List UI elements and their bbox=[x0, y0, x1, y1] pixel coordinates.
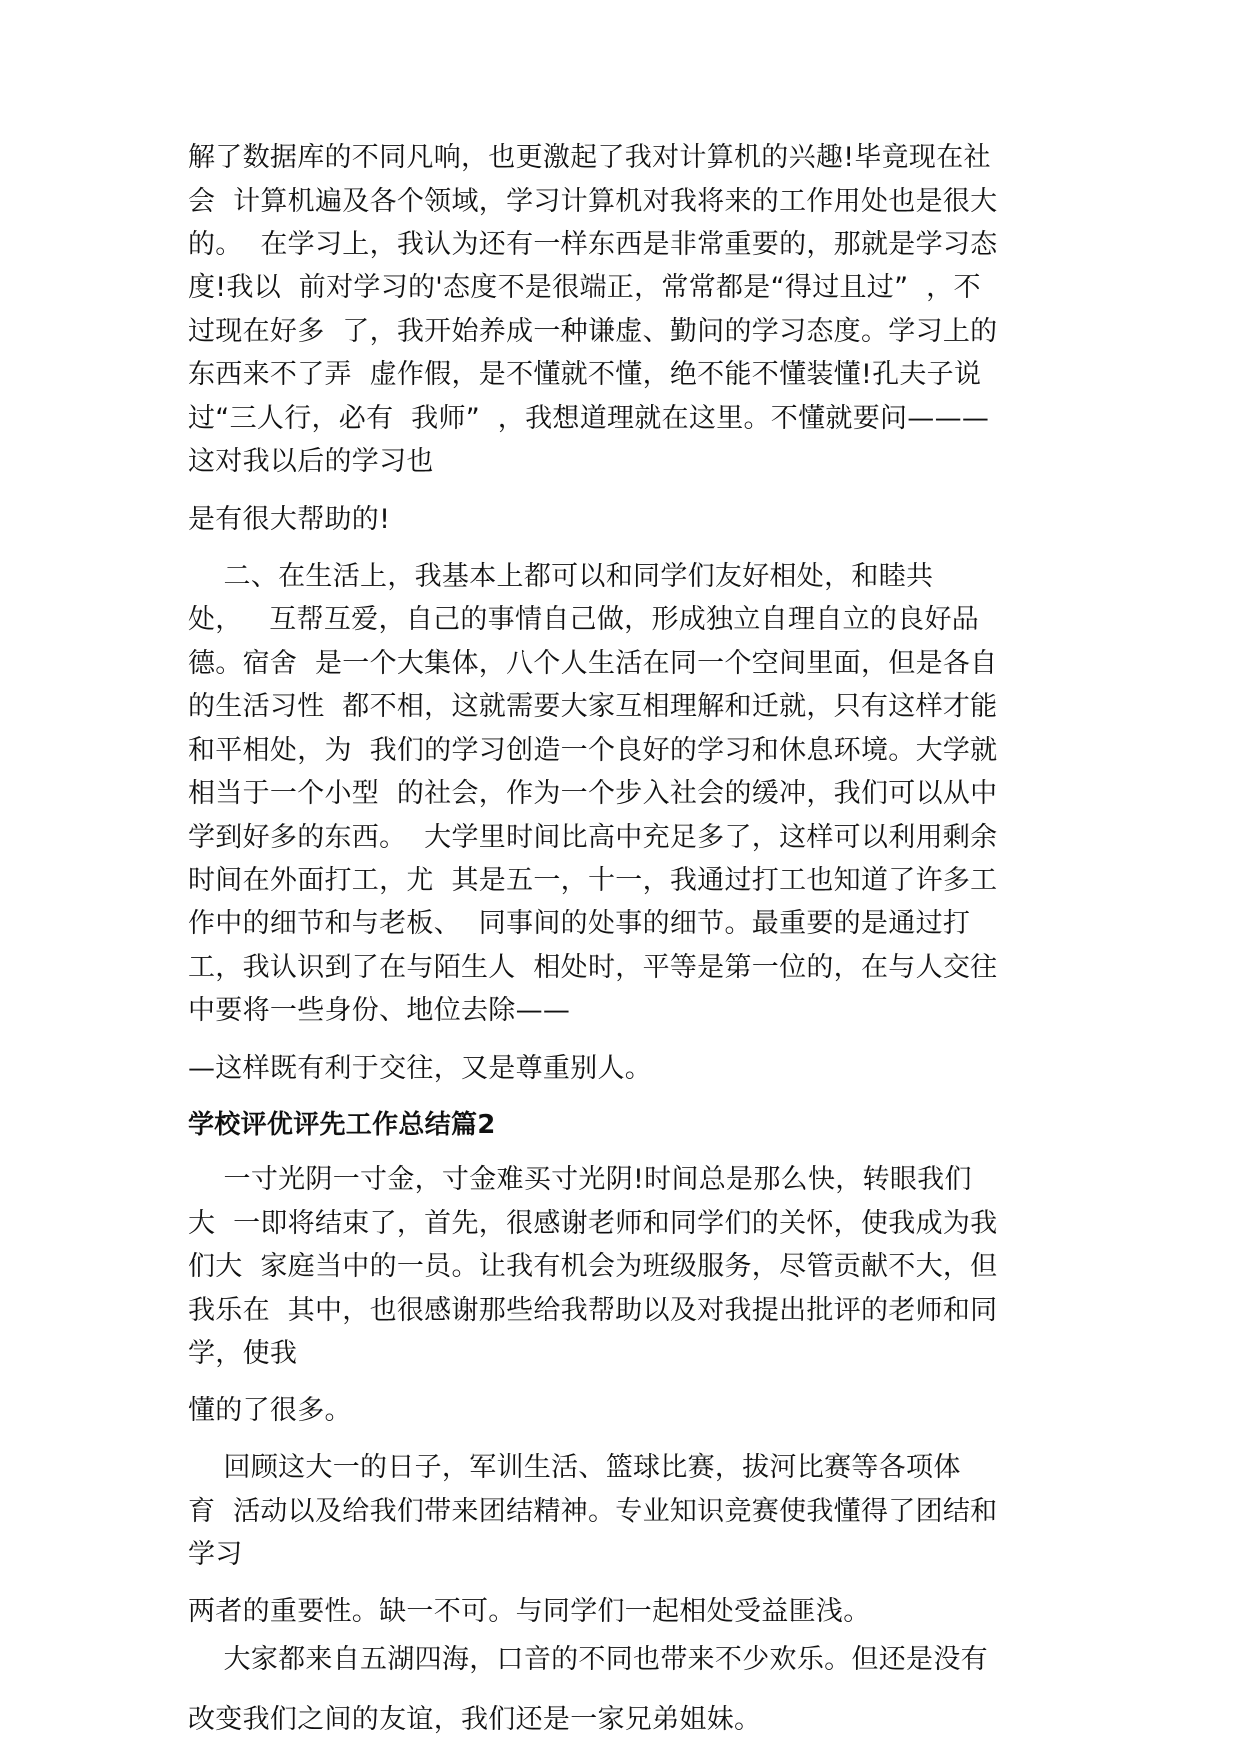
paragraph-line: 东西来不了弄 虚作假，是不懂就不懂，绝不能不懂装懂!孔夫子说 bbox=[188, 359, 982, 390]
paragraph-line: 是有很大帮助的! bbox=[188, 504, 391, 535]
paragraph-line: —这样既有利于交往，又是尊重别人。 bbox=[188, 1053, 653, 1084]
paragraph-line: 工，我认识到了在与陌生人 相处时，平等是第一位的，在与人交往 bbox=[188, 952, 998, 983]
paragraph-line: 们大 家庭当中的一员。让我有机会为班级服务，尽管贡献不大，但 bbox=[188, 1251, 998, 1282]
paragraph-line: 一寸光阴一寸金，寸金难买寸光阴!时间总是那么快，转眼我们 bbox=[188, 1164, 972, 1195]
paragraph-line: 育 活动以及给我们带来团结精神。专业知识竞赛使我懂得了团结和 bbox=[188, 1496, 998, 1527]
paragraph-line: 中要将一些身份、地位去除—— bbox=[188, 995, 571, 1026]
paragraph-line: 处， 互帮互爱，自己的事情自己做，形成独立自理自立的良好品 bbox=[188, 604, 980, 635]
paragraph-line: 学习 bbox=[188, 1539, 243, 1570]
paragraph-line: 改变我们之间的友谊，我们还是一家兄弟姐妹。 bbox=[188, 1704, 762, 1735]
paragraph-line: 和平相处，为 我们的学习创造一个良好的学习和休息环境。大学就 bbox=[188, 735, 998, 766]
paragraph-line: 时间在外面打工，尤 其是五一，十一，我通过打工也知道了许多工 bbox=[188, 865, 998, 896]
paragraph-line: 回顾这大一的日子，军训生活、篮球比赛，拔河比赛等各项体 bbox=[188, 1452, 961, 1483]
paragraph-line: 会 计算机遍及各个领域，学习计算机对我将来的工作用处也是很大 bbox=[188, 186, 998, 217]
section-heading: 学校评优评先工作总结篇2 bbox=[188, 1110, 496, 1140]
paragraph-line: 懂的了很多。 bbox=[188, 1395, 352, 1426]
paragraph-line: 度!我以 前对学习的'态度不是很端正，常常都是“得过且过” ，不 bbox=[188, 272, 981, 303]
paragraph-line: 学，使我 bbox=[188, 1338, 298, 1369]
paragraph-line: 德。宿舍 是一个大集体，八个人生活在同一个空间里面，但是各自 bbox=[188, 648, 998, 679]
paragraph-line: 作中的细节和与老板、 同事间的处事的细节。最重要的是通过打 bbox=[188, 908, 971, 939]
paragraph-line: 过“三人行，必有 我师” ，我想道理就在这里。不懂就要问——— bbox=[188, 403, 990, 434]
paragraph-line: 解了数据库的不同凡响，也更激起了我对计算机的兴趣!毕竟现在社 bbox=[188, 142, 991, 173]
paragraph-line: 我乐在 其中，也很感谢那些给我帮助以及对我提出批评的老师和同 bbox=[188, 1295, 998, 1326]
paragraph-line: 过现在好多 了，我开始养成一种谦虚、勤问的学习态度。学习上的 bbox=[188, 316, 998, 347]
paragraph-line: 二、在生活上，我基本上都可以和同学们友好相处，和睦共 bbox=[188, 561, 934, 592]
paragraph-line: 学到好多的东西。 大学里时间比高中充足多了，这样可以利用剩余 bbox=[188, 822, 998, 853]
paragraph-line: 大 一即将结束了，首先，很感谢老师和同学们的关怀，使我成为我 bbox=[188, 1208, 998, 1239]
paragraph-line: 两者的重要性。缺一不可。与同学们一起相处受益匪浅。 bbox=[188, 1596, 871, 1627]
paragraph-line: 的生活习性 都不相，这就需要大家互相理解和迁就，只有这样才能 bbox=[188, 691, 998, 722]
paragraph-line: 相当于一个小型 的社会，作为一个步入社会的缓冲，我们可以从中 bbox=[188, 778, 998, 809]
paragraph-line: 这对我以后的学习也 bbox=[188, 446, 434, 477]
paragraph-line: 大家都来自五湖四海，口音的不同也带来不少欢乐。但还是没有 bbox=[188, 1644, 988, 1675]
paragraph-line: 的。 在学习上，我认为还有一样东西是非常重要的，那就是学习态 bbox=[188, 229, 998, 260]
